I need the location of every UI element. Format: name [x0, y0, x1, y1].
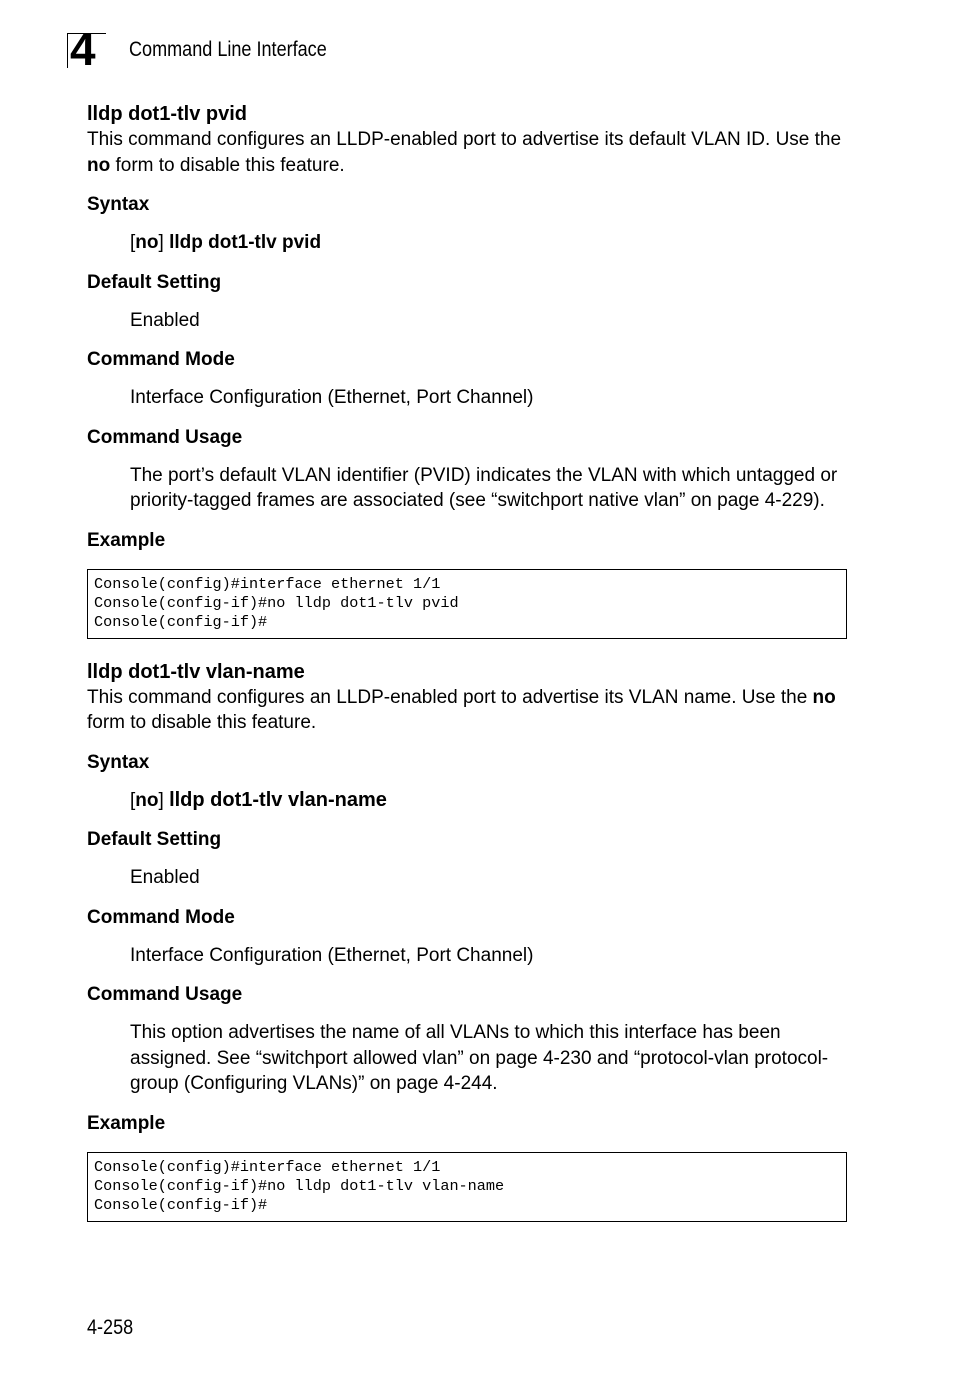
code-line: Console(config)#interface ethernet 1/1: [94, 1157, 441, 1176]
default-setting-value: Enabled: [130, 309, 200, 331]
command-description: [87, 685, 847, 736]
code-example: [87, 569, 847, 639]
description-text-end: form to disable this feature.: [110, 154, 345, 176]
description-text-end: form to disable this feature.: [87, 712, 317, 733]
code-line: Console(config-if)#: [94, 612, 268, 631]
syntax-command: lldp dot1-tlv pvid: [169, 232, 322, 253]
command-title: lldp dot1-tlv vlan-name: [87, 660, 305, 683]
command-section-vlan-name: [87, 660, 847, 1222]
command-title: lldp dot1-tlv pvid: [87, 103, 247, 125]
command-usage-text: The port’s default VLAN identifier (PVID) indicates the VLAN with which untagged or priority-tagged frames are associated (see “switchport native vlan” on page 4-229).: [130, 464, 838, 511]
page-content: [87, 102, 847, 1222]
command-mode-heading: Command Mode: [87, 349, 235, 370]
code-line: Console(config)#interface ethernet 1/1: [94, 574, 441, 593]
syntax-no-keyword: no: [135, 232, 159, 253]
command-mode-value: Interface Configuration (Ethernet, Port Channel): [130, 944, 534, 966]
example-heading: Example: [87, 529, 166, 551]
syntax-bracket-close: ]: [158, 789, 170, 811]
syntax-line: [130, 230, 847, 256]
command-usage-heading: Command Usage: [87, 984, 243, 1005]
command-mode-heading: Command Mode: [87, 906, 235, 928]
chapter-number: 4: [70, 23, 95, 75]
syntax-line: [130, 788, 847, 814]
syntax-bracket-close: ]: [158, 232, 170, 253]
description-keyword: no: [812, 686, 836, 708]
syntax-bracket-open: [: [130, 232, 136, 253]
default-setting-heading: Default Setting: [87, 829, 222, 850]
command-mode-value: Interface Configuration (Ethernet, Port Channel): [130, 387, 534, 408]
example-heading: Example: [87, 1112, 166, 1134]
syntax-no-keyword: no: [135, 789, 159, 811]
default-setting-value: Enabled: [130, 867, 200, 888]
command-section-pvid: [87, 102, 847, 639]
command-usage-text: This option advertises the name of all VLANs to which this interface has been assigned. See “switchport allowed vlan” on page 4-230 and “protocol-vlan protocol-group (Configuring VLANs)” on page 4-244.: [130, 1022, 829, 1094]
code-example: [87, 1152, 847, 1222]
description-text: This command configures an LLDP-enabled port to advertise its VLAN name. Use the: [87, 686, 813, 708]
code-line: Console(config-if)#: [94, 1195, 268, 1214]
syntax-heading: Syntax: [87, 194, 150, 215]
description-text: This command configures an LLDP-enabled port to advertise its default VLAN ID. Use the: [87, 129, 842, 150]
code-line: Console(config-if)#no lldp dot1-tlv vlan-name: [94, 1176, 505, 1195]
default-setting-heading: Default Setting: [87, 271, 222, 293]
syntax-heading: Syntax: [87, 751, 150, 773]
code-line: Console(config-if)#no lldp dot1-tlv pvid: [94, 593, 459, 612]
description-keyword: no: [87, 154, 111, 176]
syntax-bracket-open: [: [130, 789, 136, 811]
page-number: 4-258: [87, 1316, 134, 1339]
command-usage-heading: Command Usage: [87, 426, 243, 448]
syntax-command: lldp dot1-tlv vlan-name: [169, 788, 387, 811]
command-description: [87, 127, 847, 178]
running-header-title: Command Line Interface: [129, 38, 327, 61]
